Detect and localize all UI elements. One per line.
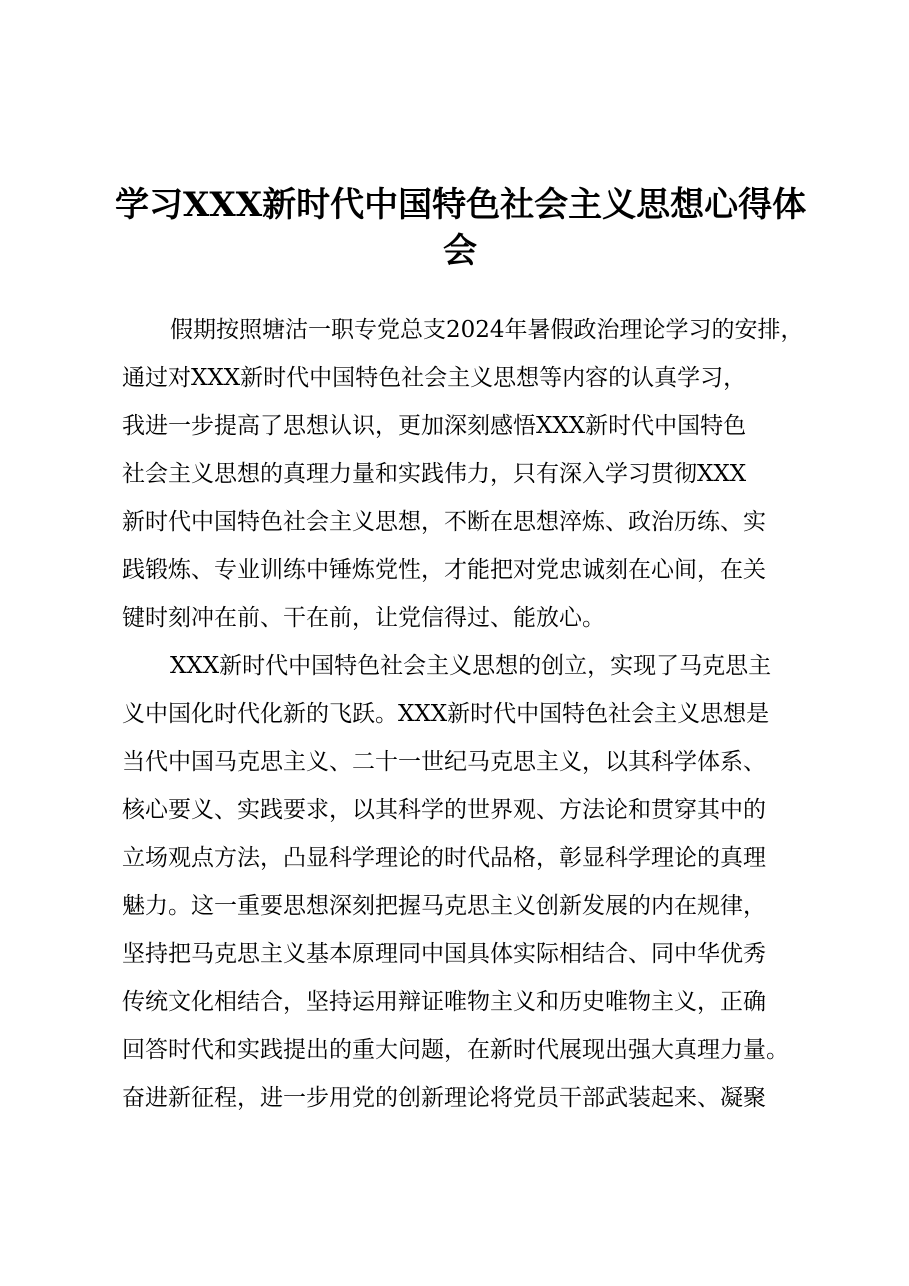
paragraph-1 <box>122 306 822 642</box>
text-line: 坚持把马克思主义基本原理同中国具体实际相结合、同中华优秀 <box>122 941 766 967</box>
document-body <box>122 306 822 1122</box>
text-line: 新时代中国特色社会主义思想，不断在思想淬炼、政治历练、实 <box>122 509 766 535</box>
text-line: 回答时代和实践提出的重大问题，在新时代展现出强大真理力量。 <box>122 1037 789 1063</box>
text-line: 立场观点方法，凸显科学理论的时代品格，彰显科学理论的真理 <box>122 845 766 871</box>
text-line: 义中国化时代化新的飞跃。XXX新时代中国特色社会主义思想是 <box>122 701 770 727</box>
text-line: 社会主义思想的真理力量和实践伟力，只有深入学习贯彻XXX <box>122 461 747 487</box>
text-line: 假期按照塘沽一职专党总支2024年暑假政治理论学习的安排， <box>170 317 804 343</box>
text-line: 键时刻冲在前、干在前，让党信得过、能放心。 <box>122 605 605 631</box>
text-line: 践锻炼、专业训练中锤炼党性，才能把对党忠诚刻在心间，在关 <box>122 557 766 583</box>
text-line: 奋进新征程，进一步用党的创新理论将党员干部武装起来、凝聚 <box>122 1085 766 1111</box>
text-line: 当代中国马克思主义、二十一世纪马克思主义，以其科学体系、 <box>122 749 766 775</box>
text-line: 传统文化相结合，坚持运用辩证唯物主义和历史唯物主义，正确 <box>122 989 766 1015</box>
text-line: 核心要义、实践要求，以其科学的世界观、方法论和贯穿其中的 <box>122 797 766 823</box>
title-line: 学习XXX新时代中国特色社会主义思想心得体 <box>115 185 807 225</box>
text-line: 我进一步提高了思想认识，更加深刻感悟XXX新时代中国特色 <box>122 413 747 439</box>
title-line: 会 <box>443 231 477 271</box>
text-line: 魅力。这一重要思想深刻把握马克思主义创新发展的内在规律， <box>122 893 766 919</box>
text-line: XXX新时代中国特色社会主义思想的创立，实现了马克思主 <box>170 653 772 679</box>
text-line: 通过对XXX新时代中国特色社会主义思想等内容的认真学习， <box>122 365 747 391</box>
document-title <box>115 182 805 274</box>
paragraph-2 <box>122 642 822 1122</box>
